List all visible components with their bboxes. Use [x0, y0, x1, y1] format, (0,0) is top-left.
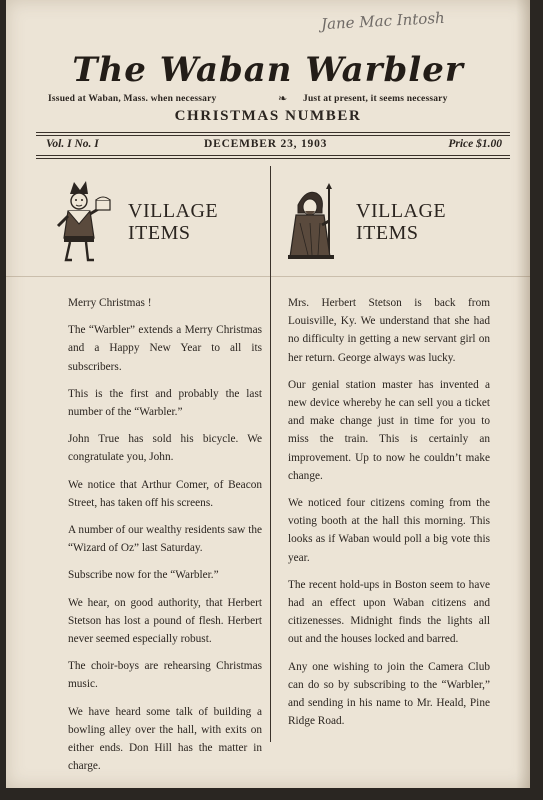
jester-with-cake-icon: [50, 180, 112, 264]
masthead-title: The Waban Warbler: [72, 50, 464, 90]
issue-price: Price $1.00: [448, 138, 502, 150]
left-column-heading: [128, 200, 218, 244]
edition-title: CHRISTMAS NUMBER: [174, 108, 362, 124]
issue-date: DECEMBER 23, 1903: [204, 138, 328, 150]
news-item: A number of our wealthy residents saw the “Wizard of Oz” last Saturday.: [68, 524, 262, 555]
news-item: Mrs. Herbert Stetson is back from Louisville, Ky. We understand that she had no difficulty in getting a new servant girl on her return. George always was lucky.: [288, 297, 490, 364]
heading-line: VILLAGE: [128, 200, 219, 222]
heading-line: ITEMS: [128, 222, 191, 244]
ornament-icon: ❧: [278, 93, 288, 105]
news-item: The choir-boys are rehearsing Christmas music.: [68, 660, 262, 691]
news-item: We have heard some talk of building a bowling alley over the hall, with exits on either ends. Don Hill has the matter in charge.: [68, 705, 262, 773]
masthead-tagline-left: Issued at Waban, Mass. when necessary: [48, 94, 217, 104]
masthead-tagline-right: Just at present, it seems necessary: [303, 94, 448, 104]
news-item: Merry Christmas !: [68, 297, 152, 309]
fold-crease: [6, 276, 530, 277]
news-item: This is the first and probably the last number of the “Warbler.”: [68, 387, 262, 419]
news-item: John True has sold his bicycle. We congratulate you, John.: [68, 433, 262, 464]
news-item: Subscribe now for the “Warbler.”: [68, 569, 219, 582]
header-rule: [36, 155, 510, 156]
heading-line: VILLAGE: [356, 200, 447, 222]
header-rule: [36, 132, 510, 133]
news-item: We hear, on good authority, that Herbert Stetson has lost a pound of flesh. Herbert never seemed especially robust.: [68, 596, 262, 646]
heading-line: ITEMS: [356, 222, 419, 244]
handwritten-signature: Jane Mac Intosh: [320, 8, 446, 34]
right-column-items: [288, 294, 490, 739]
column-divider: [270, 166, 271, 742]
header-rule: [36, 158, 510, 159]
news-item: Any one wishing to join the Camera Club can do so by subscribing to the “Warbler,” and sending in his name to Mr. Heald, Pine Ridge Road.: [288, 660, 490, 728]
left-column-items: [68, 294, 262, 784]
header-rule: [36, 135, 510, 136]
newspaper-page: [6, 0, 530, 788]
right-column-heading: [356, 200, 446, 244]
news-item: We notice that Arthur Comer, of Beacon Street, has taken off his screens.: [68, 478, 262, 509]
volume-number: Vol. I No. I: [46, 138, 99, 150]
news-item: The recent hold-ups in Boston seem to have had an effect upon Waban citizens and citizenesses. Midnight finds the lights all out and the houses locked and barred.: [288, 578, 490, 646]
news-item: We noticed four citizens coming from the voting booth at the hall this morning. This looks as if Waban would poll a big vote this year.: [288, 497, 490, 564]
news-item: The “Warbler” extends a Merry Christmas and a Happy New Year to all its subscribers.: [68, 324, 262, 373]
news-item: Our genial station master has invented a new device whereby he can sell you a ticket and make change just in time for you to miss the train. This is certainly an improvement. Up to now he couldn’t make change.: [288, 378, 490, 482]
hooded-pilgrim-with-staff-icon: [286, 183, 340, 261]
